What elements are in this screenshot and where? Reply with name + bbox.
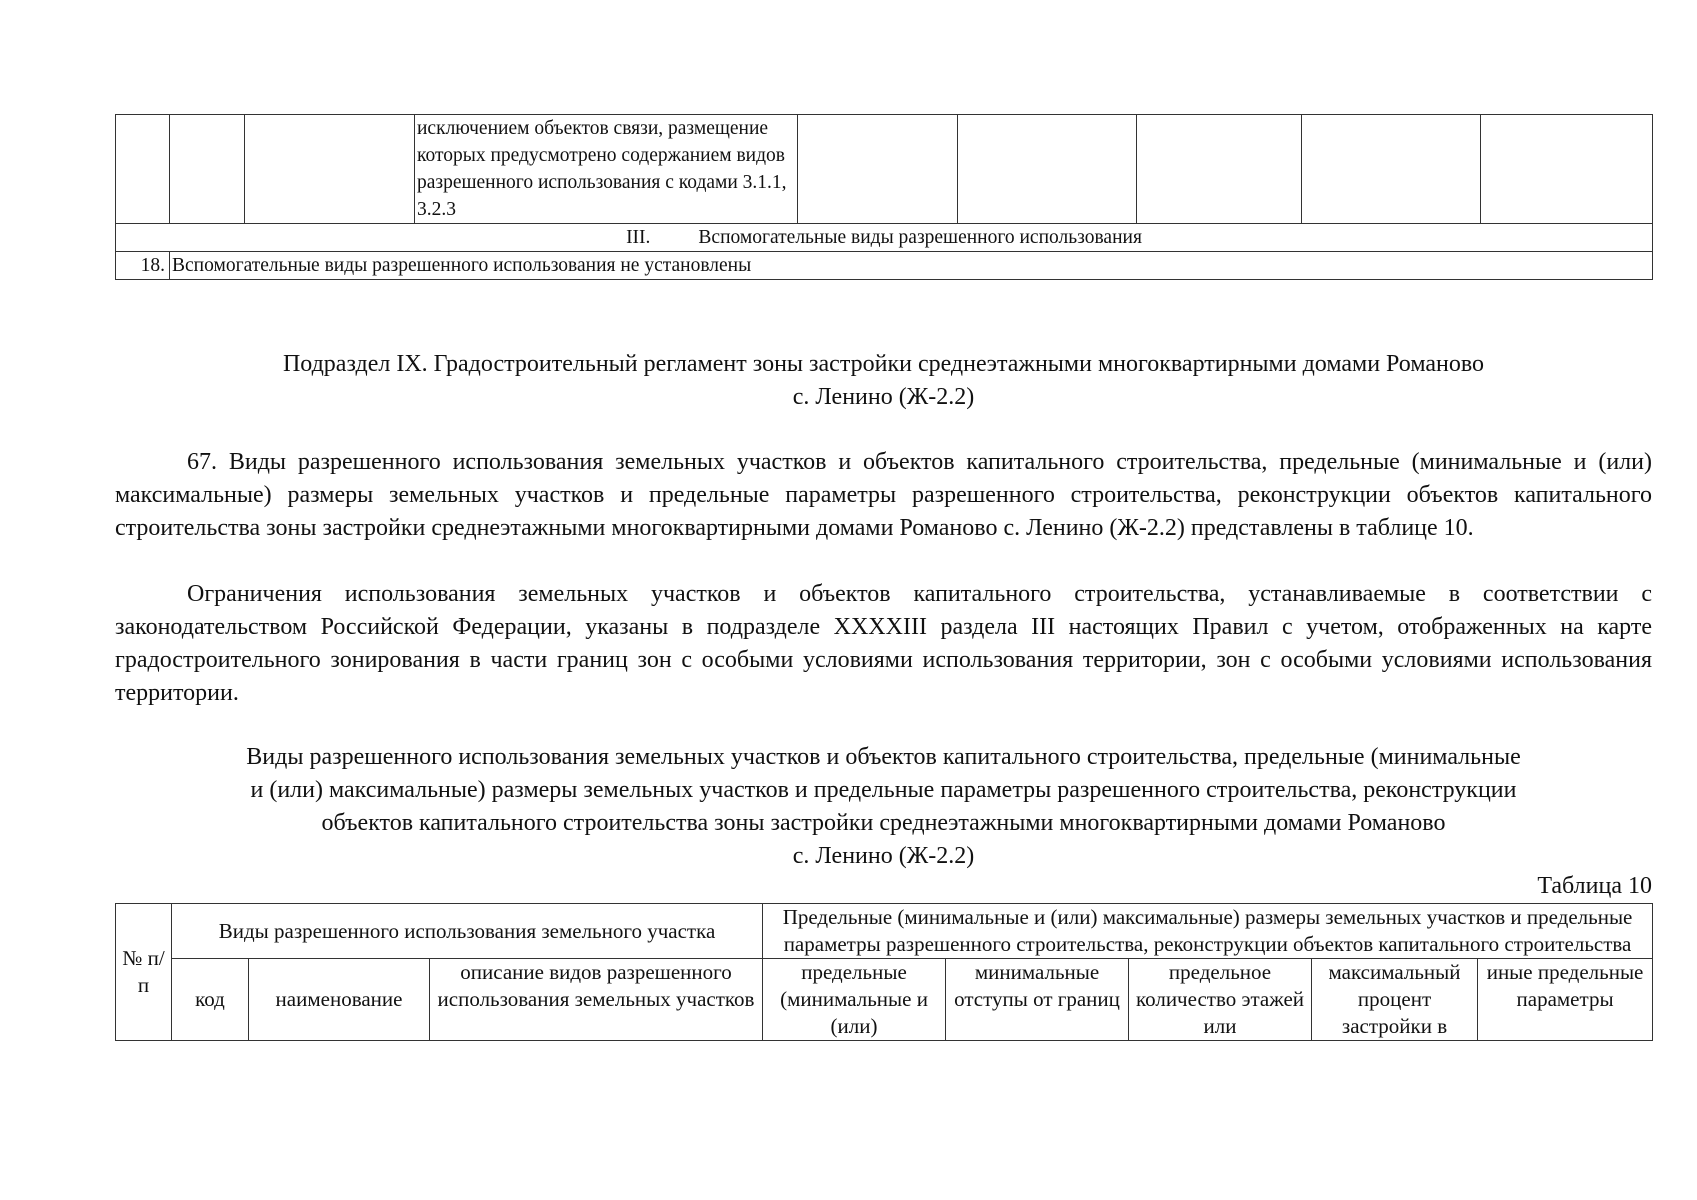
section-title: Вспомогательные виды разрешенного использования bbox=[698, 227, 1142, 248]
col-number-header: № п/п bbox=[116, 904, 172, 1041]
col-name-header: наименование bbox=[249, 959, 430, 1041]
table-header-row bbox=[116, 904, 1653, 959]
paragraph-restrictions: Ограничения использования земельных участков и объектов капитального строительства, устанавливаемые в соответствии с законодательством Российской Федерации, указаны в подразделе XXXXIII раздела III настоящих Правил с учетом, отображенных на карте градостроительного зонирования в части границ зон с особыми условиями использования территории, зон с особыми условиями использования территории. bbox=[115, 581, 1652, 706]
group-header-limits: Предельные (минимальные и (или) максимальные) размеры земельных участков и предельные параметры разрешенного строительства, реконструкции объектов капитального строительства bbox=[763, 904, 1653, 959]
row-number: 18. bbox=[116, 252, 170, 280]
table-10-header bbox=[115, 903, 1653, 1041]
col-coverage-header: максимальный процент застройки в bbox=[1312, 959, 1478, 1041]
paragraph-67: 67. Виды разрешенного использования земельных участков и объектов капитального строительства, предельные (минимальные и (или) максимальные) размеры земельных участков и предельные параметры разрешенного строительства, реконструкции объектов капитального строительства зоны застройки среднеэтажными многоквартирными домами Романово с. Ленино (Ж-2.2) представлены в таблице 10. bbox=[115, 449, 1652, 541]
row-text: Вспомогательные виды разрешенного использования не установлены bbox=[170, 252, 1653, 280]
col-other-header: иные предельные параметры bbox=[1478, 959, 1653, 1041]
table-title: Виды разрешенного использования земельных участков и объектов капитального строительства, предельные (минимальные и (или) максимальные) размеры земельных участков и предельные параметры разрешенного строительства, реконструкции объектов капитального строительства зоны застройки среднеэтажными многоквартирными домами Романово с. Ленино (Ж-2.2) bbox=[246, 744, 1521, 869]
col-code-header: код bbox=[172, 959, 249, 1041]
table-row bbox=[116, 252, 1653, 280]
continuation-table bbox=[115, 114, 1653, 280]
section-number: III. bbox=[626, 227, 651, 248]
col-setback-header: минимальные отступы от границ bbox=[946, 959, 1129, 1041]
group-header-land-use: Виды разрешенного использования земельного участка bbox=[172, 904, 763, 959]
section-header-row bbox=[116, 224, 1653, 252]
col-description-header: описание видов разрешенного использования земельных участков bbox=[430, 959, 763, 1041]
subsection-title: Подраздел IX. Градостроительный регламент зоны застройки среднеэтажными многоквартирными домами Романово с. Ленино (Ж-2.2) bbox=[282, 351, 1485, 410]
table-header-row bbox=[116, 959, 1653, 1041]
col-size-header: предельные (минимальные и (или) bbox=[763, 959, 946, 1041]
table-number: Таблица 10 bbox=[1537, 873, 1652, 899]
table-row bbox=[116, 115, 1653, 224]
col-floors-header: предельное количество этажей или bbox=[1129, 959, 1312, 1041]
continuation-cell: исключением объектов связи, размещение которых предусмотрено содержанием видов разрешенного использования с кодами 3.1.1, 3.2.3 bbox=[415, 115, 798, 224]
